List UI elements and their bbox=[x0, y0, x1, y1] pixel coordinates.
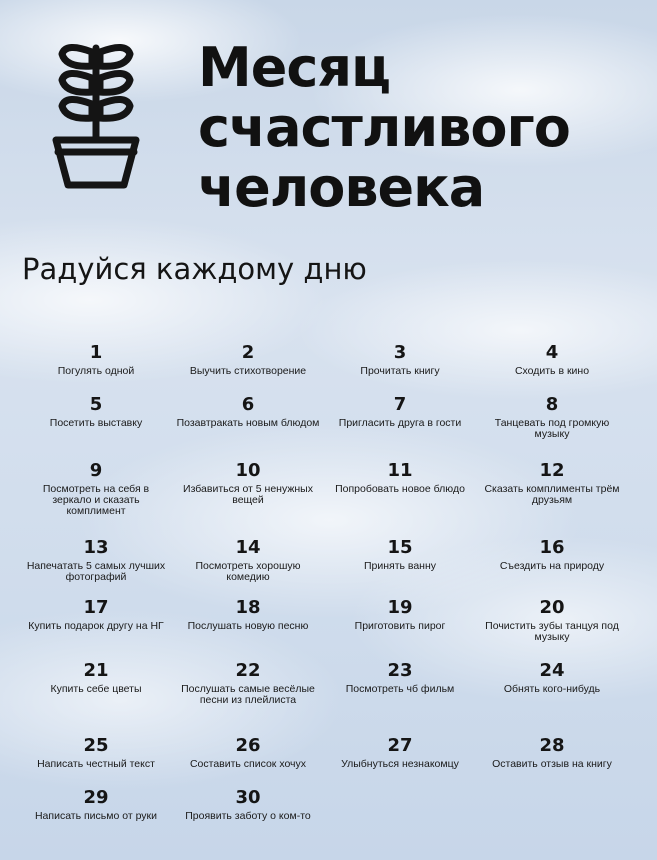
day-number: 25 bbox=[83, 735, 109, 756]
day-number: 16 bbox=[539, 537, 565, 558]
day-task: Купить подарок другу на НГ bbox=[28, 620, 164, 632]
day-cell-21 bbox=[20, 660, 172, 735]
day-task: Купить себе цветы bbox=[50, 683, 142, 695]
page-title bbox=[198, 38, 648, 218]
day-number: 4 bbox=[545, 342, 559, 363]
day-cell-25 bbox=[20, 735, 172, 787]
day-task: Избавиться от 5 ненужных вещей bbox=[183, 483, 313, 506]
day-number: 29 bbox=[83, 787, 109, 808]
day-number: 19 bbox=[387, 597, 413, 618]
day-task: Выучить стихотворение bbox=[189, 365, 307, 377]
title-line-1: Месяц bbox=[198, 36, 391, 99]
day-task: Танцевать под громкую музыку bbox=[494, 417, 610, 440]
day-task: Посетить выставку bbox=[49, 417, 143, 429]
day-cell-15 bbox=[324, 537, 476, 597]
day-number: 26 bbox=[235, 735, 261, 756]
day-task: Позавтракать новым блюдом bbox=[176, 417, 320, 429]
day-cell-3 bbox=[324, 342, 476, 394]
day-task: Послушать новую песню bbox=[187, 620, 309, 632]
day-number: 23 bbox=[387, 660, 413, 681]
day-task: Проявить заботу о ком-то bbox=[185, 810, 311, 822]
day-number: 8 bbox=[545, 394, 559, 415]
day-task: Попробовать новое блюдо bbox=[335, 483, 465, 495]
day-number: 24 bbox=[539, 660, 565, 681]
day-task: Почистить зубы танцуя под музыку bbox=[485, 620, 619, 643]
day-cell-16 bbox=[476, 537, 628, 597]
day-number: 11 bbox=[387, 460, 413, 481]
day-number: 17 bbox=[83, 597, 109, 618]
day-task: Составить список хочух bbox=[189, 758, 307, 770]
day-task: Написать честный текст bbox=[37, 758, 155, 770]
day-task: Пригласить друга в гости bbox=[338, 417, 462, 429]
day-cell-12 bbox=[476, 460, 628, 537]
day-cell-7 bbox=[324, 394, 476, 460]
day-number: 7 bbox=[393, 394, 407, 415]
title-line-3: человека bbox=[198, 156, 485, 219]
day-task: Погулять одной bbox=[57, 365, 135, 377]
day-cell-22 bbox=[172, 660, 324, 735]
day-cell-8 bbox=[476, 394, 628, 460]
day-task: Посмотреть на себя в зеркало и сказать комплимент bbox=[42, 483, 150, 517]
day-cell-4 bbox=[476, 342, 628, 394]
title-line-2: счастливого bbox=[198, 96, 570, 159]
day-cell-28 bbox=[476, 735, 628, 787]
day-cell-26 bbox=[172, 735, 324, 787]
day-number: 15 bbox=[387, 537, 413, 558]
day-cell-18 bbox=[172, 597, 324, 660]
day-task: Оставить отзыв на книгу bbox=[492, 758, 612, 770]
day-cell-10 bbox=[172, 460, 324, 537]
day-number: 28 bbox=[539, 735, 565, 756]
day-number: 3 bbox=[393, 342, 407, 363]
days-grid bbox=[20, 342, 628, 847]
day-number: 14 bbox=[235, 537, 261, 558]
day-task: Сказать комплименты трём друзьям bbox=[484, 483, 620, 506]
page-subtitle: Радуйся каждому дню bbox=[22, 252, 367, 286]
day-number: 21 bbox=[83, 660, 109, 681]
day-cell-5 bbox=[20, 394, 172, 460]
day-task: Посмотреть чб фильм bbox=[345, 683, 455, 695]
day-cell-29 bbox=[20, 787, 172, 847]
day-number: 30 bbox=[235, 787, 261, 808]
day-cell-27 bbox=[324, 735, 476, 787]
day-cell-1 bbox=[20, 342, 172, 394]
day-number: 6 bbox=[241, 394, 255, 415]
day-task: Послушать самые весёлые песни из плейлиста bbox=[181, 683, 315, 706]
day-cell-19 bbox=[324, 597, 476, 660]
plant-pot-icon bbox=[50, 40, 142, 192]
day-task: Принять ванну bbox=[363, 560, 437, 572]
day-cell-23 bbox=[324, 660, 476, 735]
day-cell-17 bbox=[20, 597, 172, 660]
day-task: Написать письмо от руки bbox=[34, 810, 158, 822]
day-number: 13 bbox=[83, 537, 109, 558]
day-number: 20 bbox=[539, 597, 565, 618]
day-task: Прочитать книгу bbox=[360, 365, 440, 377]
day-cell-13 bbox=[20, 537, 172, 597]
day-task: Обнять кого-нибудь bbox=[503, 683, 601, 695]
day-task: Приготовить пирог bbox=[354, 620, 446, 632]
day-number: 10 bbox=[235, 460, 261, 481]
day-cell-24 bbox=[476, 660, 628, 735]
day-number: 2 bbox=[241, 342, 255, 363]
day-cell-14 bbox=[172, 537, 324, 597]
day-number: 12 bbox=[539, 460, 565, 481]
day-cell-9 bbox=[20, 460, 172, 537]
day-cell-11 bbox=[324, 460, 476, 537]
day-task: Улыбнуться незнакомцу bbox=[341, 758, 459, 770]
day-number: 22 bbox=[235, 660, 261, 681]
day-cell-20 bbox=[476, 597, 628, 660]
day-number: 27 bbox=[387, 735, 413, 756]
day-number: 18 bbox=[235, 597, 261, 618]
day-number: 5 bbox=[89, 394, 103, 415]
day-number: 9 bbox=[89, 460, 103, 481]
day-task: Посмотреть хорошую комедию bbox=[195, 560, 301, 583]
day-cell-6 bbox=[172, 394, 324, 460]
day-cell-2 bbox=[172, 342, 324, 394]
day-task: Съездить на природу bbox=[499, 560, 605, 572]
day-number: 1 bbox=[89, 342, 103, 363]
day-task: Сходить в кино bbox=[514, 365, 590, 377]
day-cell-30 bbox=[172, 787, 324, 847]
day-task: Напечатать 5 самых лучших фотографий bbox=[26, 560, 166, 583]
